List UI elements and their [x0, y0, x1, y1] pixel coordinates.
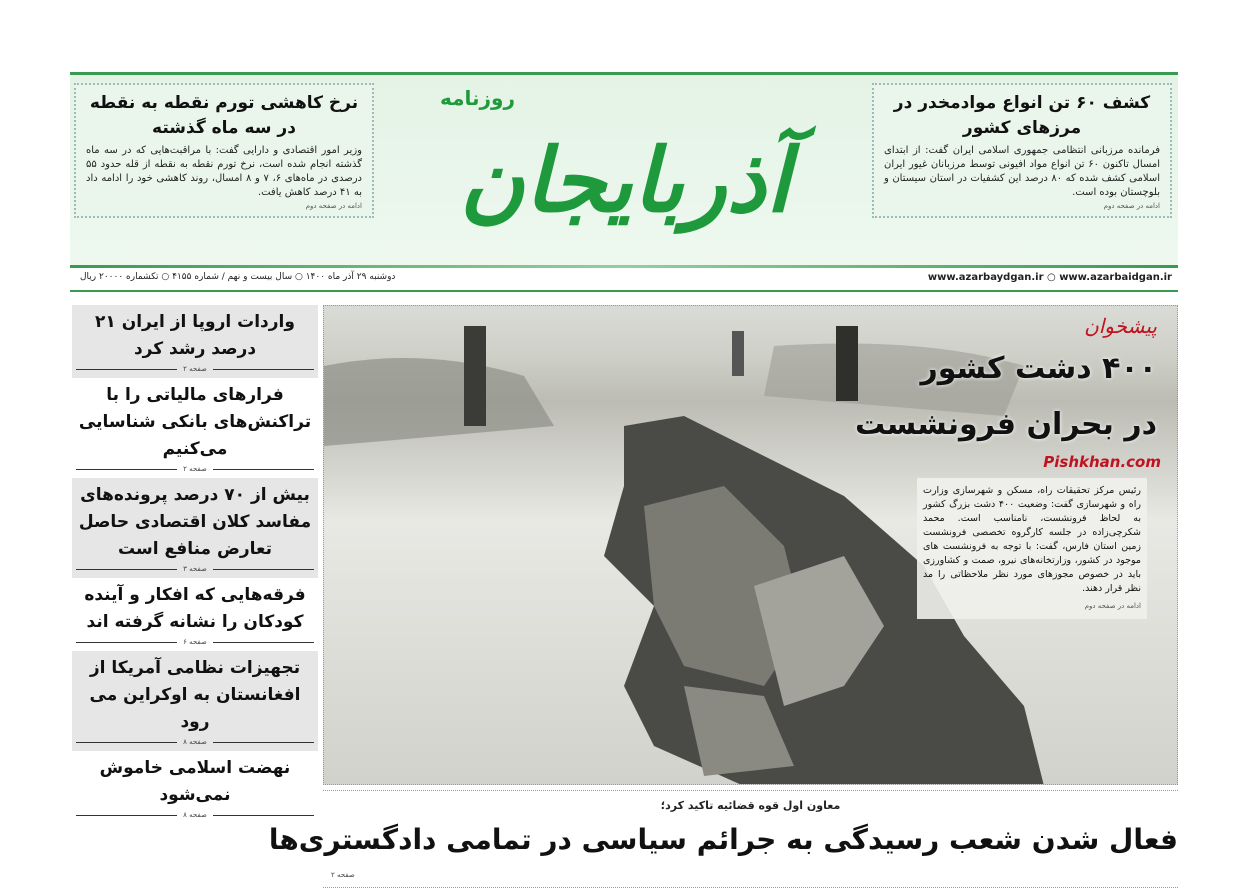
teaser-continue: ادامه در صفحه دوم [1103, 202, 1160, 210]
item-title: واردات اروپا از ایران ۲۱ درصد رشد کرد [95, 312, 295, 359]
item-title: فرقه‌هایی که افکار و آینده کودکان را نشانه گرفته اند [84, 585, 306, 632]
date-line: دوشنبه ۲۹ آذر ماه ۱۴۰۰ ○ سال بیست و نهم / شماره ۴۱۵۵ ○ تکشماره ۲۰۰۰۰ ریال [80, 272, 396, 282]
teaser-body: وزیر امور اقتصادی و دارایی گفت: با مراقبت‌هایی که در سه ماه گذشته انجام شده است، نرخ تورم نقطه به نقطه از قله حدود ۵۵ درصدی در ماه‌های ۶، ۷ و ۸ امسال، روند کاهشی خود را ادامه داد به ۴۱ درصد کاهش یافت. [86, 145, 363, 198]
teaser-continue: ادامه در صفحه دوم [305, 202, 362, 210]
page-ref: صفحه ۸ [76, 737, 314, 748]
page-ref: صفحه ۲ [76, 464, 314, 475]
sidebar-item[interactable] [72, 651, 318, 751]
item-title: فرارهای مالیاتی را با تراکنش‌های بانکی شناسایی می‌کنیم [78, 385, 312, 459]
page-ref: صفحه ۲ [76, 364, 314, 375]
watermark-fa: پیشخوان [1084, 314, 1157, 338]
item-title: تجهیزات نظامی آمریکا از افغانستان به اوکراین می رود [89, 658, 301, 732]
item-title: نهضت اسلامی خاموش نمی‌شود [99, 758, 291, 805]
right-teaser-box[interactable] [872, 83, 1172, 218]
kicker: معاون اول قوه قضائیه تاکید کرد؛ [660, 799, 841, 812]
page-ref: صفحه ۲ [331, 871, 355, 879]
lead-story [917, 478, 1147, 619]
sidebar-item[interactable] [72, 305, 318, 378]
bottom-headline-box[interactable] [268, 790, 1178, 888]
teaser-title: کشف ۶۰ تن انواع موادمخدر در مرزهای کشور [893, 93, 1151, 138]
story-continue: ادامه در صفحه دوم [1084, 602, 1141, 610]
sidebar-headlines [72, 305, 318, 824]
lead-headline [855, 346, 1157, 448]
page-ref: صفحه ۶ [76, 637, 314, 648]
lead-photo[interactable] [323, 305, 1178, 785]
logo-sub: روزنامه [440, 86, 515, 110]
headline-line1: ۴۰۰ دشت کشور [920, 351, 1157, 386]
newspaper-logo [400, 75, 850, 265]
watermark-en: Pishkhan.com [1043, 453, 1161, 471]
sidebar-item[interactable] [72, 578, 318, 651]
masthead [70, 72, 1178, 268]
page-ref: صفحه ۸ [76, 810, 314, 821]
websites[interactable]: www.azarbaydgan.ir ○ www.azarbaidgan.ir [927, 272, 1172, 283]
item-title: بیش از ۷۰ درصد پرونده‌های مفاسد کلان اقتصادی حاصل تعارض منافع است [78, 485, 312, 559]
teaser-body: فرمانده مرزبانی انتظامی جمهوری اسلامی ایران گفت: از ابتدای امسال تاکنون ۶۰ تن انواع مواد افیونی توسط مرزبانان غیور ایران اسلامی کشف شده که ۸۰ درصد این کشفیات در استان سیستان و بلوچستان بوده است. [884, 145, 1160, 198]
story-body: رئیس مرکز تحقیقات راه، مسکن و شهرسازی وزارت راه و شهرسازی گفت: وضعیت ۴۰۰ دشت بزرگ کشور به لحاظ فرونشست، نامناسب است. محمد شکرچی‌زاده در جلسه کارگروه تخصصی فرونشست زمین استان فارس، گفت: با توجه به فرونشست های موجود در کشور، وزارتخانه‌های نیرو، صمت و کشاورزی باید در خصوص مجوزهای مورد نظر ملاحظاتی را مد نظر قرار دهند. [923, 485, 1141, 594]
sidebar-item[interactable] [72, 378, 318, 478]
main-headline: فعال شدن شعب رسیدگی به جرائم سیاسی در تمامی دادگستری‌ها [268, 823, 1178, 856]
headline-line2: در بحران فرونشست [854, 407, 1157, 442]
sidebar-item[interactable] [72, 478, 318, 578]
divider [70, 290, 1178, 292]
logo-name: آذربایجان [459, 128, 791, 232]
page-ref: صفحه ۳ [76, 564, 314, 575]
teaser-title: نرخ کاهشی تورم نقطه به نقطه در سه ماه گذشته [89, 93, 359, 138]
divider [70, 265, 1178, 268]
left-teaser-box[interactable] [74, 83, 374, 218]
